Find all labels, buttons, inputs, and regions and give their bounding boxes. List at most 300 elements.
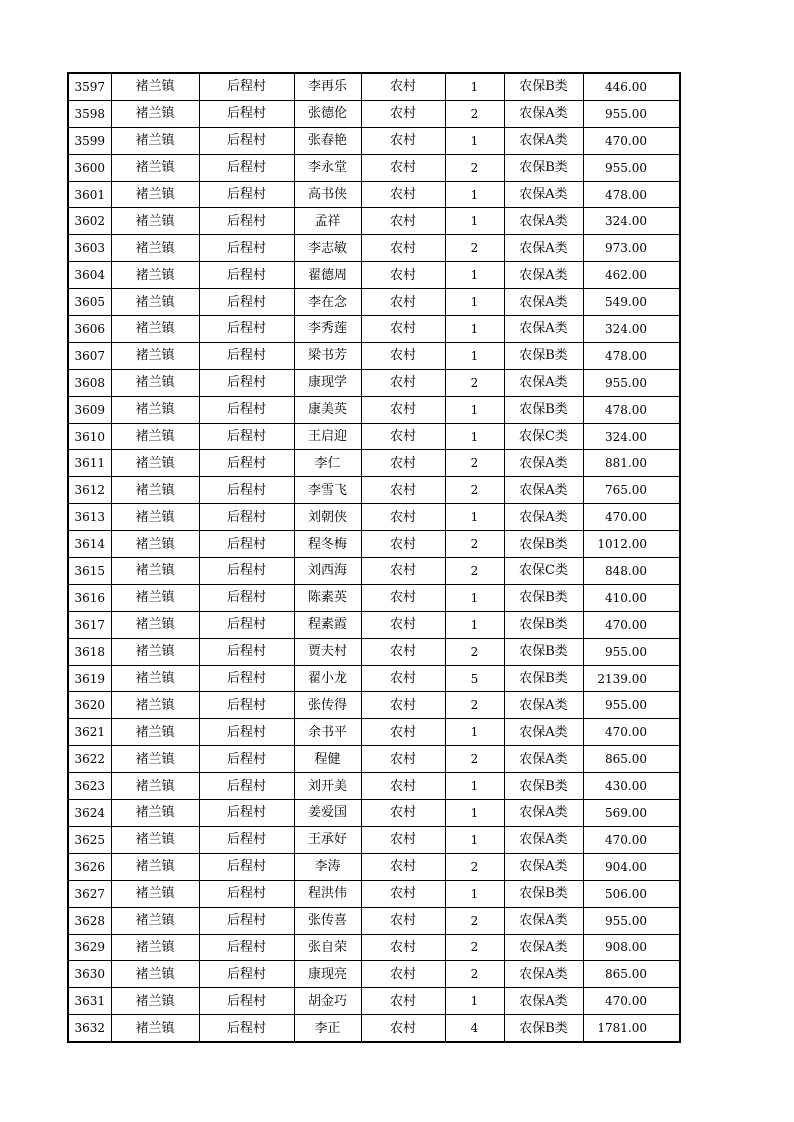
town-name-cell: 褚兰镇 [111, 369, 199, 396]
amount-cell: 506.00 [583, 880, 680, 907]
table-row [68, 531, 680, 558]
record-id-cell: 3602 [68, 208, 111, 235]
insurance-type-cell: 农保A类 [504, 719, 583, 746]
record-id-cell: 3599 [68, 127, 111, 154]
town-name-cell: 褚兰镇 [111, 154, 199, 181]
village-name-cell: 后程村 [199, 611, 294, 638]
person-name-cell: 孟祥 [294, 208, 361, 235]
town-name-cell: 褚兰镇 [111, 934, 199, 961]
insurance-type-cell: 农保A类 [504, 961, 583, 988]
category-cell: 农村 [361, 531, 445, 558]
record-id-cell: 3628 [68, 907, 111, 934]
amount-cell: 765.00 [583, 477, 680, 504]
amount-cell: 470.00 [583, 504, 680, 531]
village-name-cell: 后程村 [199, 531, 294, 558]
table-row [68, 665, 680, 692]
village-name-cell: 后程村 [199, 665, 294, 692]
category-cell: 农村 [361, 208, 445, 235]
town-name-cell: 褚兰镇 [111, 504, 199, 531]
table-row [68, 692, 680, 719]
town-name-cell: 褚兰镇 [111, 961, 199, 988]
town-name-cell: 褚兰镇 [111, 584, 199, 611]
town-name-cell: 褚兰镇 [111, 558, 199, 585]
person-name-cell: 程健 [294, 746, 361, 773]
record-id-cell: 3626 [68, 853, 111, 880]
person-name-cell: 刘西海 [294, 558, 361, 585]
category-cell: 农村 [361, 127, 445, 154]
village-name-cell: 后程村 [199, 558, 294, 585]
records-table [67, 72, 681, 1043]
category-cell: 农村 [361, 369, 445, 396]
amount-cell: 955.00 [583, 369, 680, 396]
category-cell: 农村 [361, 504, 445, 531]
category-cell: 农村 [361, 880, 445, 907]
person-name-cell: 高书侠 [294, 181, 361, 208]
person-name-cell: 陈素英 [294, 584, 361, 611]
village-name-cell: 后程村 [199, 826, 294, 853]
insurance-type-cell: 农保B类 [504, 611, 583, 638]
member-count-cell: 1 [445, 880, 504, 907]
amount-cell: 973.00 [583, 235, 680, 262]
insurance-type-cell: 农保B类 [504, 531, 583, 558]
member-count-cell: 4 [445, 1015, 504, 1042]
table-row [68, 154, 680, 181]
record-id-cell: 3608 [68, 369, 111, 396]
village-name-cell: 后程村 [199, 127, 294, 154]
village-name-cell: 后程村 [199, 773, 294, 800]
amount-cell: 848.00 [583, 558, 680, 585]
insurance-type-cell: 农保B类 [504, 584, 583, 611]
insurance-type-cell: 农保A类 [504, 127, 583, 154]
amount-cell: 470.00 [583, 719, 680, 746]
member-count-cell: 2 [445, 450, 504, 477]
category-cell: 农村 [361, 316, 445, 343]
town-name-cell: 褚兰镇 [111, 531, 199, 558]
table-row [68, 1015, 680, 1042]
insurance-type-cell: 农保A类 [504, 289, 583, 316]
town-name-cell: 褚兰镇 [111, 316, 199, 343]
person-name-cell: 康美英 [294, 396, 361, 423]
category-cell: 农村 [361, 558, 445, 585]
category-cell: 农村 [361, 235, 445, 262]
person-name-cell: 李涛 [294, 853, 361, 880]
table-row [68, 961, 680, 988]
category-cell: 农村 [361, 450, 445, 477]
amount-cell: 865.00 [583, 961, 680, 988]
table-row [68, 504, 680, 531]
member-count-cell: 2 [445, 477, 504, 504]
category-cell: 农村 [361, 907, 445, 934]
insurance-type-cell: 农保A类 [504, 746, 583, 773]
village-name-cell: 后程村 [199, 396, 294, 423]
town-name-cell: 褚兰镇 [111, 477, 199, 504]
town-name-cell: 褚兰镇 [111, 127, 199, 154]
table-row [68, 773, 680, 800]
person-name-cell: 康现学 [294, 369, 361, 396]
person-name-cell: 李再乐 [294, 73, 361, 100]
insurance-type-cell: 农保A类 [504, 504, 583, 531]
table-row [68, 746, 680, 773]
table-row [68, 127, 680, 154]
person-name-cell: 程素霞 [294, 611, 361, 638]
insurance-type-cell: 农保A类 [504, 692, 583, 719]
village-name-cell: 后程村 [199, 423, 294, 450]
person-name-cell: 李志敏 [294, 235, 361, 262]
member-count-cell: 2 [445, 638, 504, 665]
amount-cell: 470.00 [583, 826, 680, 853]
table-row [68, 316, 680, 343]
insurance-type-cell: 农保A类 [504, 262, 583, 289]
table-row [68, 423, 680, 450]
member-count-cell: 2 [445, 235, 504, 262]
table-row [68, 369, 680, 396]
record-id-cell: 3619 [68, 665, 111, 692]
insurance-type-cell: 农保A类 [504, 853, 583, 880]
member-count-cell: 2 [445, 853, 504, 880]
amount-cell: 955.00 [583, 154, 680, 181]
category-cell: 农村 [361, 665, 445, 692]
member-count-cell: 1 [445, 719, 504, 746]
category-cell: 农村 [361, 154, 445, 181]
record-id-cell: 3606 [68, 316, 111, 343]
village-name-cell: 后程村 [199, 289, 294, 316]
record-id-cell: 3611 [68, 450, 111, 477]
category-cell: 农村 [361, 692, 445, 719]
category-cell: 农村 [361, 853, 445, 880]
table-row [68, 396, 680, 423]
village-name-cell: 后程村 [199, 181, 294, 208]
table-row [68, 477, 680, 504]
category-cell: 农村 [361, 477, 445, 504]
village-name-cell: 后程村 [199, 100, 294, 127]
category-cell: 农村 [361, 73, 445, 100]
person-name-cell: 程洪伟 [294, 880, 361, 907]
record-id-cell: 3613 [68, 504, 111, 531]
table-row [68, 289, 680, 316]
record-id-cell: 3600 [68, 154, 111, 181]
village-name-cell: 后程村 [199, 73, 294, 100]
village-name-cell: 后程村 [199, 154, 294, 181]
amount-cell: 470.00 [583, 611, 680, 638]
category-cell: 农村 [361, 584, 445, 611]
person-name-cell: 刘开美 [294, 773, 361, 800]
insurance-type-cell: 农保B类 [504, 1015, 583, 1042]
table-row [68, 907, 680, 934]
member-count-cell: 2 [445, 907, 504, 934]
record-id-cell: 3609 [68, 396, 111, 423]
person-name-cell: 李仁 [294, 450, 361, 477]
person-name-cell: 贾夫村 [294, 638, 361, 665]
record-id-cell: 3612 [68, 477, 111, 504]
category-cell: 农村 [361, 342, 445, 369]
village-name-cell: 后程村 [199, 988, 294, 1015]
record-id-cell: 3615 [68, 558, 111, 585]
person-name-cell: 李永堂 [294, 154, 361, 181]
town-name-cell: 褚兰镇 [111, 988, 199, 1015]
amount-cell: 478.00 [583, 342, 680, 369]
member-count-cell: 1 [445, 988, 504, 1015]
town-name-cell: 褚兰镇 [111, 235, 199, 262]
insurance-type-cell: 农保B类 [504, 342, 583, 369]
amount-cell: 430.00 [583, 773, 680, 800]
insurance-type-cell: 农保A类 [504, 988, 583, 1015]
record-id-cell: 3631 [68, 988, 111, 1015]
amount-cell: 446.00 [583, 73, 680, 100]
person-name-cell: 刘朝侠 [294, 504, 361, 531]
insurance-type-cell: 农保A类 [504, 907, 583, 934]
member-count-cell: 1 [445, 316, 504, 343]
record-id-cell: 3624 [68, 800, 111, 827]
town-name-cell: 褚兰镇 [111, 73, 199, 100]
town-name-cell: 褚兰镇 [111, 450, 199, 477]
table-row [68, 235, 680, 262]
record-id-cell: 3601 [68, 181, 111, 208]
person-name-cell: 王承好 [294, 826, 361, 853]
category-cell: 农村 [361, 961, 445, 988]
amount-cell: 410.00 [583, 584, 680, 611]
record-id-cell: 3598 [68, 100, 111, 127]
record-id-cell: 3616 [68, 584, 111, 611]
town-name-cell: 褚兰镇 [111, 262, 199, 289]
person-name-cell: 李雪飞 [294, 477, 361, 504]
town-name-cell: 褚兰镇 [111, 181, 199, 208]
table-row [68, 719, 680, 746]
record-id-cell: 3620 [68, 692, 111, 719]
amount-cell: 549.00 [583, 289, 680, 316]
village-name-cell: 后程村 [199, 369, 294, 396]
member-count-cell: 2 [445, 100, 504, 127]
amount-cell: 955.00 [583, 692, 680, 719]
record-id-cell: 3617 [68, 611, 111, 638]
town-name-cell: 褚兰镇 [111, 853, 199, 880]
table-row [68, 800, 680, 827]
town-name-cell: 褚兰镇 [111, 746, 199, 773]
category-cell: 农村 [361, 611, 445, 638]
village-name-cell: 后程村 [199, 934, 294, 961]
village-name-cell: 后程村 [199, 316, 294, 343]
amount-cell: 569.00 [583, 800, 680, 827]
record-id-cell: 3622 [68, 746, 111, 773]
insurance-type-cell: 农保A类 [504, 100, 583, 127]
record-id-cell: 3604 [68, 262, 111, 289]
village-name-cell: 后程村 [199, 961, 294, 988]
insurance-type-cell: 农保A类 [504, 181, 583, 208]
person-name-cell: 翟德周 [294, 262, 361, 289]
person-name-cell: 翟小龙 [294, 665, 361, 692]
amount-cell: 478.00 [583, 396, 680, 423]
category-cell: 农村 [361, 396, 445, 423]
table-row [68, 638, 680, 665]
insurance-type-cell: 农保A类 [504, 316, 583, 343]
record-id-cell: 3597 [68, 73, 111, 100]
amount-cell: 2139.00 [583, 665, 680, 692]
village-name-cell: 后程村 [199, 692, 294, 719]
table-row [68, 611, 680, 638]
town-name-cell: 褚兰镇 [111, 773, 199, 800]
insurance-type-cell: 农保C类 [504, 558, 583, 585]
town-name-cell: 褚兰镇 [111, 1015, 199, 1042]
person-name-cell: 康现亮 [294, 961, 361, 988]
category-cell: 农村 [361, 746, 445, 773]
member-count-cell: 1 [445, 423, 504, 450]
table-row [68, 880, 680, 907]
person-name-cell: 李在念 [294, 289, 361, 316]
table-row [68, 853, 680, 880]
amount-cell: 324.00 [583, 208, 680, 235]
table-row [68, 450, 680, 477]
table-row [68, 826, 680, 853]
town-name-cell: 褚兰镇 [111, 100, 199, 127]
member-count-cell: 1 [445, 584, 504, 611]
person-name-cell: 程冬梅 [294, 531, 361, 558]
village-name-cell: 后程村 [199, 638, 294, 665]
record-id-cell: 3632 [68, 1015, 111, 1042]
town-name-cell: 褚兰镇 [111, 396, 199, 423]
person-name-cell: 张传喜 [294, 907, 361, 934]
village-name-cell: 后程村 [199, 853, 294, 880]
insurance-type-cell: 农保B类 [504, 396, 583, 423]
insurance-type-cell: 农保A类 [504, 934, 583, 961]
insurance-type-cell: 农保B类 [504, 638, 583, 665]
amount-cell: 955.00 [583, 100, 680, 127]
insurance-type-cell: 农保B类 [504, 73, 583, 100]
insurance-type-cell: 农保A类 [504, 369, 583, 396]
record-id-cell: 3614 [68, 531, 111, 558]
village-name-cell: 后程村 [199, 477, 294, 504]
member-count-cell: 1 [445, 396, 504, 423]
category-cell: 农村 [361, 1015, 445, 1042]
amount-cell: 865.00 [583, 746, 680, 773]
category-cell: 农村 [361, 719, 445, 746]
village-name-cell: 后程村 [199, 235, 294, 262]
member-count-cell: 1 [445, 289, 504, 316]
village-name-cell: 后程村 [199, 880, 294, 907]
member-count-cell: 1 [445, 262, 504, 289]
insurance-type-cell: 农保A类 [504, 235, 583, 262]
member-count-cell: 2 [445, 961, 504, 988]
member-count-cell: 5 [445, 665, 504, 692]
amount-cell: 470.00 [583, 127, 680, 154]
insurance-type-cell: 农保A类 [504, 208, 583, 235]
category-cell: 农村 [361, 934, 445, 961]
town-name-cell: 褚兰镇 [111, 800, 199, 827]
amount-cell: 478.00 [583, 181, 680, 208]
record-id-cell: 3627 [68, 880, 111, 907]
member-count-cell: 2 [445, 558, 504, 585]
table-row [68, 100, 680, 127]
member-count-cell: 1 [445, 208, 504, 235]
insurance-type-cell: 农保B类 [504, 665, 583, 692]
person-name-cell: 张自荣 [294, 934, 361, 961]
village-name-cell: 后程村 [199, 342, 294, 369]
person-name-cell: 余书平 [294, 719, 361, 746]
village-name-cell: 后程村 [199, 907, 294, 934]
village-name-cell: 后程村 [199, 1015, 294, 1042]
member-count-cell: 1 [445, 773, 504, 800]
table-row [68, 181, 680, 208]
village-name-cell: 后程村 [199, 746, 294, 773]
member-count-cell: 2 [445, 692, 504, 719]
table-row [68, 342, 680, 369]
insurance-type-cell: 农保B类 [504, 154, 583, 181]
town-name-cell: 褚兰镇 [111, 638, 199, 665]
table-row [68, 262, 680, 289]
category-cell: 农村 [361, 800, 445, 827]
records-body [68, 73, 680, 1042]
amount-cell: 908.00 [583, 934, 680, 961]
person-name-cell: 李正 [294, 1015, 361, 1042]
person-name-cell: 王启迎 [294, 423, 361, 450]
category-cell: 农村 [361, 826, 445, 853]
member-count-cell: 1 [445, 127, 504, 154]
town-name-cell: 褚兰镇 [111, 665, 199, 692]
table-row [68, 208, 680, 235]
amount-cell: 1781.00 [583, 1015, 680, 1042]
member-count-cell: 1 [445, 181, 504, 208]
member-count-cell: 1 [445, 611, 504, 638]
amount-cell: 881.00 [583, 450, 680, 477]
member-count-cell: 1 [445, 504, 504, 531]
village-name-cell: 后程村 [199, 800, 294, 827]
insurance-type-cell: 农保A类 [504, 477, 583, 504]
record-id-cell: 3618 [68, 638, 111, 665]
member-count-cell: 2 [445, 746, 504, 773]
member-count-cell: 1 [445, 73, 504, 100]
record-id-cell: 3623 [68, 773, 111, 800]
category-cell: 农村 [361, 773, 445, 800]
member-count-cell: 1 [445, 342, 504, 369]
village-name-cell: 后程村 [199, 262, 294, 289]
person-name-cell: 姜爱国 [294, 800, 361, 827]
person-name-cell: 梁书芳 [294, 342, 361, 369]
insurance-type-cell: 农保B类 [504, 880, 583, 907]
amount-cell: 462.00 [583, 262, 680, 289]
table-row [68, 934, 680, 961]
town-name-cell: 褚兰镇 [111, 342, 199, 369]
table-row [68, 584, 680, 611]
amount-cell: 324.00 [583, 423, 680, 450]
town-name-cell: 褚兰镇 [111, 826, 199, 853]
table-row [68, 558, 680, 585]
amount-cell: 955.00 [583, 638, 680, 665]
member-count-cell: 2 [445, 934, 504, 961]
record-id-cell: 3603 [68, 235, 111, 262]
town-name-cell: 褚兰镇 [111, 692, 199, 719]
village-name-cell: 后程村 [199, 719, 294, 746]
category-cell: 农村 [361, 262, 445, 289]
record-id-cell: 3607 [68, 342, 111, 369]
town-name-cell: 褚兰镇 [111, 719, 199, 746]
insurance-type-cell: 农保C类 [504, 423, 583, 450]
record-id-cell: 3610 [68, 423, 111, 450]
insurance-type-cell: 农保A类 [504, 826, 583, 853]
town-name-cell: 褚兰镇 [111, 880, 199, 907]
person-name-cell: 张德伦 [294, 100, 361, 127]
amount-cell: 955.00 [583, 907, 680, 934]
village-name-cell: 后程村 [199, 584, 294, 611]
person-name-cell: 李秀莲 [294, 316, 361, 343]
category-cell: 农村 [361, 289, 445, 316]
insurance-type-cell: 农保A类 [504, 800, 583, 827]
record-id-cell: 3625 [68, 826, 111, 853]
member-count-cell: 1 [445, 826, 504, 853]
category-cell: 农村 [361, 181, 445, 208]
town-name-cell: 褚兰镇 [111, 611, 199, 638]
table-row [68, 73, 680, 100]
record-id-cell: 3630 [68, 961, 111, 988]
town-name-cell: 褚兰镇 [111, 907, 199, 934]
category-cell: 农村 [361, 988, 445, 1015]
